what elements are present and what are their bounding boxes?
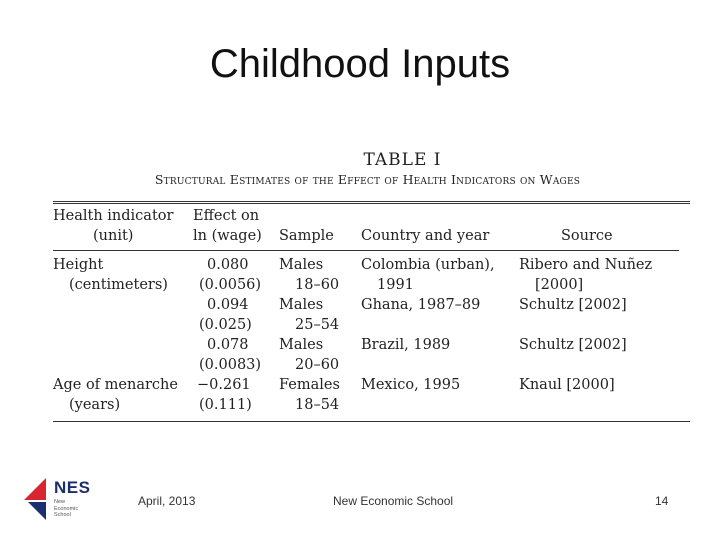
table-row: 0.078 Males Brazil, 1989 Schultz [2002] [207,337,627,353]
header-unit: (unit) [93,228,134,244]
table-figure [45,150,680,422]
table-row: (0.0083) 20–60 [199,357,340,373]
nes-logo-mark-icon [24,478,54,524]
nes-logo [24,478,94,524]
header-ln-wage: ln (wage) [193,228,262,244]
footer-date: April, 2013 [138,494,196,508]
table-row: 0.094 Males Ghana, 1987–89 Schultz [2002] [207,297,627,313]
logo-wordmark: NES [54,478,91,497]
header-health-indicator: Health indicator [53,208,174,224]
table-header-row-2 [53,226,669,246]
header-sample: Sample [279,228,334,244]
header-country-year: Country and year [361,228,490,244]
table-bottom-rule [53,421,690,422]
footer-school: New Economic School [333,494,454,508]
table-row: Age of menarche −0.261 Females Mexico, 1995 Knaul [2000] [53,377,615,393]
logo-subtitle: New Economic School [54,499,79,518]
table-row: (years) (0.111) 18–54 [69,397,340,413]
slide-title: Childhood Inputs [209,42,511,86]
header-effect: Effect on [193,208,260,224]
data-table [53,204,669,415]
table-row: Height 0.080 Males Colombia (urban), Ribero and Nuñez [53,257,653,273]
table-row: (centimeters) (0.0056) 18–60 1991 [2000] [69,277,584,293]
header-source: Source [561,228,613,244]
table-header-row [53,204,669,226]
footer-page-number: 14 [655,494,669,508]
table-caption: Structural Estimates of the Effect of Health Indicators on Wages [154,172,581,187]
table-row: (0.025) 25–54 [199,317,340,333]
table-number: TABLE I [363,150,442,170]
